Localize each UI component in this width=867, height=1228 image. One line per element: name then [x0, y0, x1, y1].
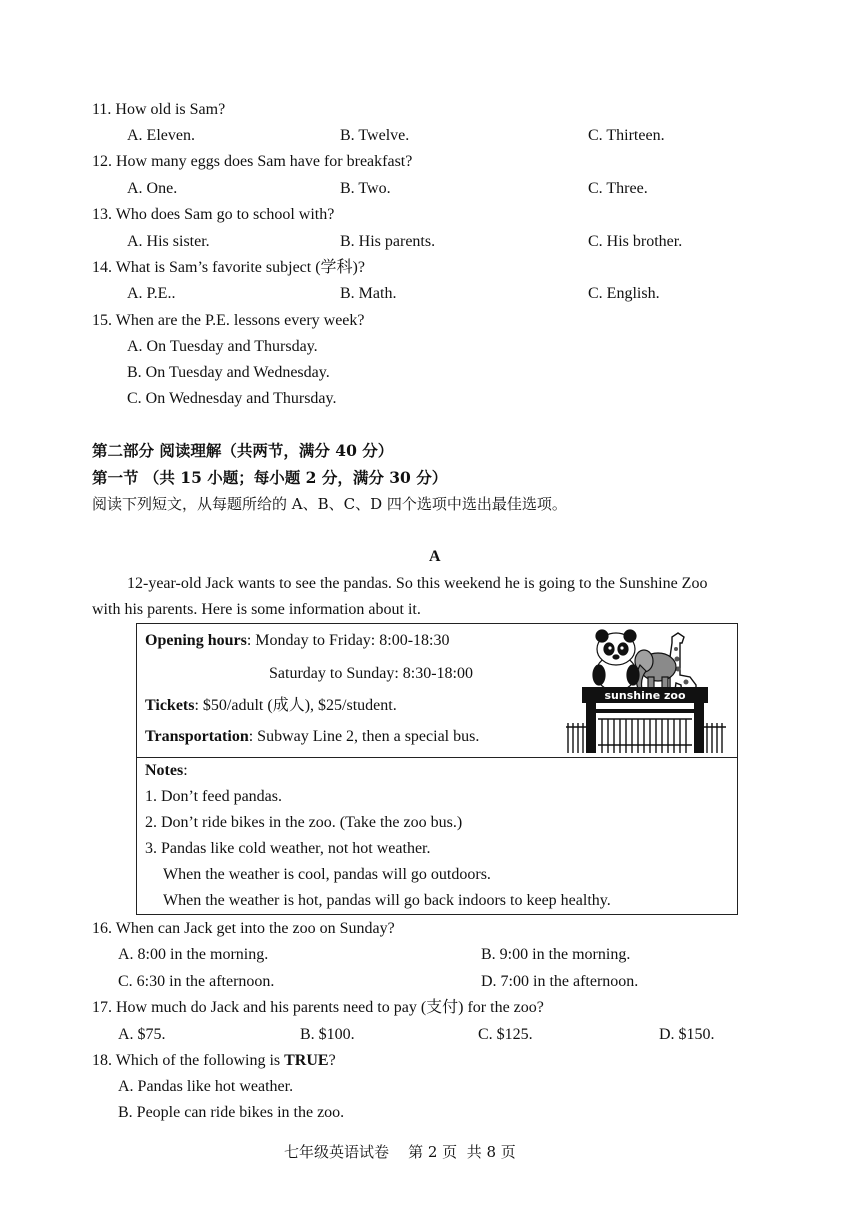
panda-icon: [593, 630, 639, 691]
option-c: C. On Wednesday and Thursday.: [127, 390, 337, 407]
stem-emphasis: TRUE: [284, 1052, 329, 1069]
question-stem: 15. When are the P.E. lessons every week?: [92, 312, 365, 329]
option-a: A. His sister.: [127, 233, 210, 250]
note-1: 1. Don’t feed pandas.: [145, 788, 282, 805]
opening-hours-weekday: : Monday to Friday: 8:00-18:30: [246, 632, 450, 649]
option-b: B. His parents.: [340, 233, 436, 250]
notes-colon: :: [183, 762, 188, 779]
option-c: C. $125.: [478, 1026, 533, 1043]
note-3-cool: When the weather is cool, pandas will go outdoors.: [163, 866, 491, 883]
option-b: B. $100.: [300, 1026, 355, 1043]
zoo-gate-illustration: [566, 627, 728, 755]
option-c: C. His brother.: [588, 233, 683, 250]
option-a: A. Eleven.: [127, 127, 195, 144]
question-stem: [92, 1051, 336, 1071]
transportation: [145, 727, 479, 747]
question-stem: 14. What is Sam’s favorite subject (学科)?: [92, 259, 365, 276]
option-b: B. Two.: [340, 180, 391, 197]
passage-intro-line2: with his parents. Here is some information about it.: [92, 601, 421, 618]
option-c: C. Thirteen.: [588, 127, 665, 144]
note-3: 3. Pandas like cold weather, not hot weather.: [145, 840, 431, 857]
option-a: A. $75.: [118, 1026, 166, 1043]
question-stem: 13. Who does Sam go to school with?: [92, 206, 335, 223]
question-stem: 11. How old is Sam?: [92, 101, 226, 118]
transportation-label: Transportation: [145, 728, 249, 745]
option-d: D. 7:00 in the afternoon.: [481, 973, 639, 990]
tickets-value: : $50/adult (成人), $25/student.: [194, 697, 397, 714]
divider: [136, 757, 738, 758]
opening-hours-label: Opening hours: [145, 632, 247, 649]
section-heading: 第一节 （共 15 小题；每小题 2 分，满分 30 分）: [92, 468, 448, 487]
question-stem: 17. How much do Jack and his parents need to pay (支付) for the zoo?: [92, 999, 544, 1016]
option-a: A. Pandas like hot weather.: [118, 1078, 294, 1095]
part-heading: 第二部分 阅读理解（共两节，满分 40 分）: [92, 441, 394, 460]
notes-label: Notes: [145, 762, 184, 779]
notes-heading: [145, 761, 188, 781]
note-3-hot: When the weather is hot, pandas will go back indoors to keep healthy.: [163, 892, 611, 909]
zoo-sign-text: sunshine zoo: [604, 689, 686, 702]
opening-hours-weekend: Saturday to Sunday: 8:30-18:00: [269, 665, 473, 682]
note-2: 2. Don’t ride bikes in the zoo. (Take the zoo bus.): [145, 814, 463, 831]
option-b: B. Math.: [340, 285, 397, 302]
option-a: A. One.: [127, 180, 178, 197]
option-c: C. 6:30 in the afternoon.: [118, 973, 275, 990]
opening-hours: [145, 631, 449, 651]
option-d: D. $150.: [659, 1026, 715, 1043]
instruction: 阅读下列短文，从每题所给的 A、B、C、D 四个选项中选出最佳选项。: [92, 495, 567, 513]
question-stem: 12. How many eggs does Sam have for breakfast?: [92, 153, 413, 170]
passage-intro-line1: 12-year-old Jack wants to see the pandas. So this weekend he is going to the Sunshine Zoo: [127, 575, 708, 592]
page-footer: 七年级英语试卷 第 2 页 共 8 页: [284, 1143, 516, 1161]
option-a: A. On Tuesday and Thursday.: [127, 338, 318, 355]
option-a: A. P.E..: [127, 285, 176, 302]
option-b: B. People can ride bikes in the zoo.: [118, 1104, 345, 1121]
option-c: C. Three.: [588, 180, 648, 197]
option-b: B. Twelve.: [340, 127, 410, 144]
question-stem: 16. When can Jack get into the zoo on Sunday?: [92, 920, 395, 937]
tickets-label: Tickets: [145, 697, 195, 714]
option-b: B. On Tuesday and Wednesday.: [127, 364, 330, 381]
stem-prefix: 18. Which of the following is: [92, 1052, 285, 1069]
transportation-value: : Subway Line 2, then a special bus.: [248, 728, 480, 745]
option-a: A. 8:00 in the morning.: [118, 946, 269, 963]
tickets: [145, 696, 397, 716]
passage-letter: A: [429, 548, 441, 565]
option-b: B. 9:00 in the morning.: [481, 946, 631, 963]
stem-suffix: ?: [328, 1052, 336, 1069]
option-c: C. English.: [588, 285, 660, 302]
